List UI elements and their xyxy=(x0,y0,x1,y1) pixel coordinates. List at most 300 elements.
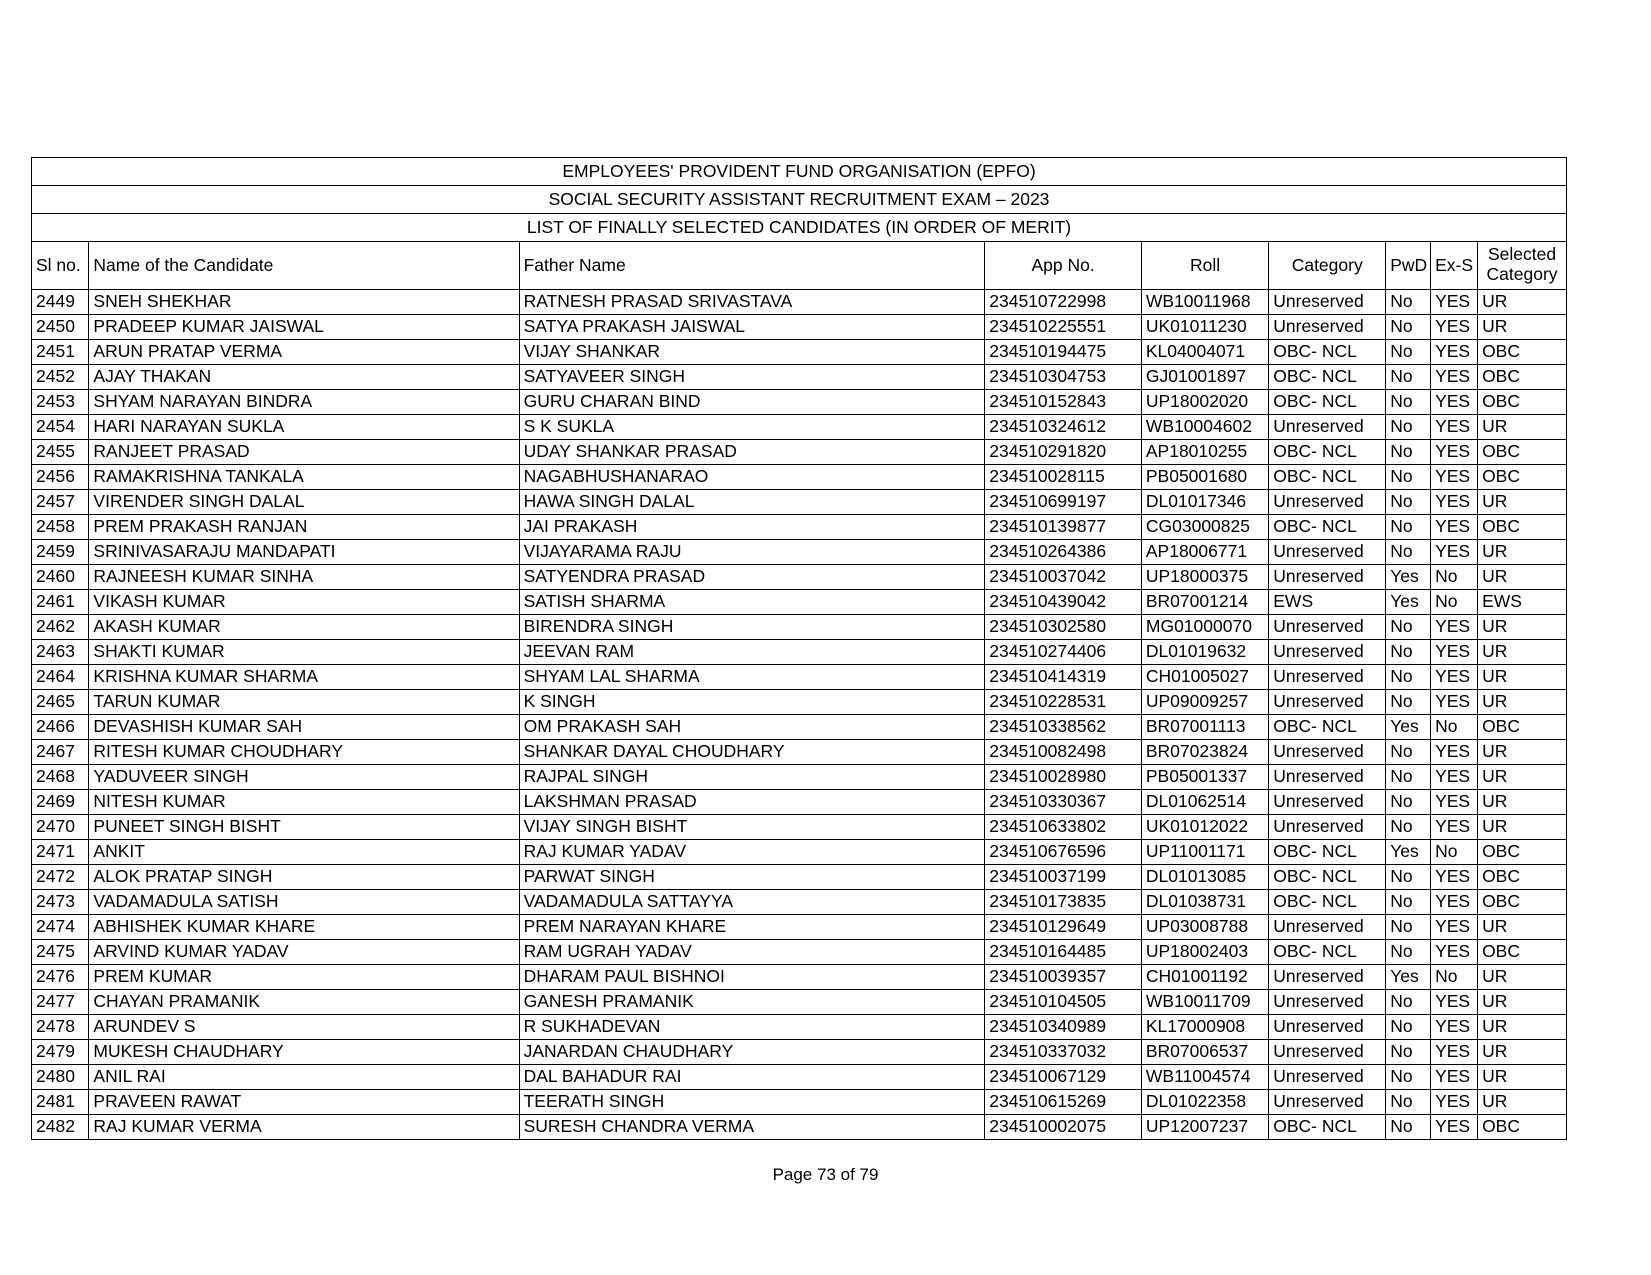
cell-selected-category: UR xyxy=(1478,690,1567,715)
cell-father: VADAMADULA SATTAYYA xyxy=(519,890,985,915)
cell-ex-s: YES xyxy=(1431,1065,1478,1090)
cell-category: OBC- NCL xyxy=(1269,865,1386,890)
cell-app-no: 234510330367 xyxy=(985,790,1142,815)
cell-sl: 2455 xyxy=(32,440,89,465)
cell-roll: BR07001214 xyxy=(1141,590,1268,615)
cell-app-no: 234510164485 xyxy=(985,940,1142,965)
table-row xyxy=(32,915,1567,940)
cell-selected-category: OBC xyxy=(1478,515,1567,540)
cell-ex-s: YES xyxy=(1431,540,1478,565)
cell-father: UDAY SHANKAR PRASAD xyxy=(519,440,985,465)
cell-pwd: No xyxy=(1386,765,1431,790)
cell-name: PRAVEEN RAWAT xyxy=(89,1090,519,1115)
cell-app-no: 234510037199 xyxy=(985,865,1142,890)
cell-name: ALOK PRATAP SINGH xyxy=(89,865,519,890)
cell-app-no: 234510129649 xyxy=(985,915,1142,940)
cell-sl: 2454 xyxy=(32,415,89,440)
cell-name: RANJEET PRASAD xyxy=(89,440,519,465)
cell-name: SHYAM NARAYAN BINDRA xyxy=(89,390,519,415)
cell-name: HARI NARAYAN SUKLA xyxy=(89,415,519,440)
cell-sl: 2463 xyxy=(32,640,89,665)
column-header-category: Category xyxy=(1269,242,1386,290)
cell-name: SNEH SHEKHAR xyxy=(89,290,519,315)
cell-pwd: No xyxy=(1386,915,1431,940)
cell-name: ARUN PRATAP VERMA xyxy=(89,340,519,365)
cell-app-no: 234510340989 xyxy=(985,1015,1142,1040)
cell-sl: 2471 xyxy=(32,840,89,865)
cell-app-no: 234510028115 xyxy=(985,465,1142,490)
cell-pwd: No xyxy=(1386,865,1431,890)
cell-name: VIKASH KUMAR xyxy=(89,590,519,615)
table-row xyxy=(32,465,1567,490)
cell-pwd: No xyxy=(1386,690,1431,715)
cell-category: Unreserved xyxy=(1269,965,1386,990)
cell-sl: 2476 xyxy=(32,965,89,990)
cell-roll: BR07023824 xyxy=(1141,740,1268,765)
cell-category: EWS xyxy=(1269,590,1386,615)
cell-pwd: No xyxy=(1386,1040,1431,1065)
cell-father: GANESH PRAMANIK xyxy=(519,990,985,1015)
cell-app-no: 234510633802 xyxy=(985,815,1142,840)
cell-category: OBC- NCL xyxy=(1269,715,1386,740)
cell-app-no: 234510291820 xyxy=(985,440,1142,465)
cell-father: K SINGH xyxy=(519,690,985,715)
cell-category: Unreserved xyxy=(1269,915,1386,940)
cell-name: MUKESH CHAUDHARY xyxy=(89,1040,519,1065)
cell-father: PREM NARAYAN KHARE xyxy=(519,915,985,940)
cell-selected-category: UR xyxy=(1478,290,1567,315)
table-row xyxy=(32,365,1567,390)
cell-ex-s: No xyxy=(1431,965,1478,990)
table-row xyxy=(32,840,1567,865)
page-footer: Page 73 of 79 xyxy=(772,1165,879,1184)
cell-ex-s: YES xyxy=(1431,890,1478,915)
cell-category: Unreserved xyxy=(1269,765,1386,790)
cell-category: Unreserved xyxy=(1269,315,1386,340)
table-row xyxy=(32,965,1567,990)
cell-selected-category: OBC xyxy=(1478,715,1567,740)
cell-ex-s: YES xyxy=(1431,690,1478,715)
cell-father: SATYENDRA PRASAD xyxy=(519,565,985,590)
cell-ex-s: YES xyxy=(1431,940,1478,965)
cell-app-no: 234510439042 xyxy=(985,590,1142,615)
cell-category: Unreserved xyxy=(1269,690,1386,715)
cell-category: Unreserved xyxy=(1269,540,1386,565)
cell-pwd: No xyxy=(1386,1115,1431,1140)
cell-ex-s: YES xyxy=(1431,1090,1478,1115)
cell-category: OBC- NCL xyxy=(1269,515,1386,540)
cell-pwd: No xyxy=(1386,1015,1431,1040)
cell-roll: WB10004602 xyxy=(1141,415,1268,440)
cell-category: Unreserved xyxy=(1269,640,1386,665)
cell-sl: 2472 xyxy=(32,865,89,890)
cell-sl: 2450 xyxy=(32,315,89,340)
table-row xyxy=(32,440,1567,465)
cell-pwd: No xyxy=(1386,815,1431,840)
cell-ex-s: YES xyxy=(1431,990,1478,1015)
cell-sl: 2482 xyxy=(32,1115,89,1140)
table-row xyxy=(32,290,1567,315)
table-row xyxy=(32,940,1567,965)
cell-ex-s: No xyxy=(1431,715,1478,740)
cell-roll: DL01062514 xyxy=(1141,790,1268,815)
cell-ex-s: No xyxy=(1431,565,1478,590)
cell-selected-category: UR xyxy=(1478,1040,1567,1065)
cell-name: PRADEEP KUMAR JAISWAL xyxy=(89,315,519,340)
cell-app-no: 234510194475 xyxy=(985,340,1142,365)
cell-roll: UP12007237 xyxy=(1141,1115,1268,1140)
cell-selected-category: UR xyxy=(1478,415,1567,440)
cell-sl: 2477 xyxy=(32,990,89,1015)
cell-ex-s: YES xyxy=(1431,415,1478,440)
cell-category: Unreserved xyxy=(1269,815,1386,840)
cell-selected-category: OBC xyxy=(1478,365,1567,390)
cell-pwd: No xyxy=(1386,515,1431,540)
cell-app-no: 234510615269 xyxy=(985,1090,1142,1115)
column-header-name: Name of the Candidate xyxy=(89,242,519,290)
cell-pwd: Yes xyxy=(1386,565,1431,590)
cell-ex-s: YES xyxy=(1431,340,1478,365)
cell-ex-s: YES xyxy=(1431,740,1478,765)
cell-ex-s: YES xyxy=(1431,640,1478,665)
cell-category: OBC- NCL xyxy=(1269,440,1386,465)
cell-sl: 2469 xyxy=(32,790,89,815)
cell-name: YADUVEER SINGH xyxy=(89,765,519,790)
selected-category-line1: Selected xyxy=(1487,244,1557,265)
cell-ex-s: YES xyxy=(1431,865,1478,890)
cell-pwd: No xyxy=(1386,615,1431,640)
cell-name: PUNEET SINGH BISHT xyxy=(89,815,519,840)
cell-category: OBC- NCL xyxy=(1269,840,1386,865)
cell-sl: 2465 xyxy=(32,690,89,715)
cell-category: Unreserved xyxy=(1269,790,1386,815)
table-row xyxy=(32,740,1567,765)
cell-name: PREM PRAKASH RANJAN xyxy=(89,515,519,540)
cell-father: GURU CHARAN BIND xyxy=(519,390,985,415)
table-row xyxy=(32,765,1567,790)
cell-category: Unreserved xyxy=(1269,990,1386,1015)
cell-roll: UP03008788 xyxy=(1141,915,1268,940)
cell-roll: KL04004071 xyxy=(1141,340,1268,365)
cell-selected-category: OBC xyxy=(1478,940,1567,965)
cell-pwd: No xyxy=(1386,790,1431,815)
cell-roll: KL17000908 xyxy=(1141,1015,1268,1040)
cell-roll: DL01038731 xyxy=(1141,890,1268,915)
cell-selected-category: OBC xyxy=(1478,340,1567,365)
cell-pwd: No xyxy=(1386,415,1431,440)
cell-sl: 2468 xyxy=(32,765,89,790)
cell-roll: WB11004574 xyxy=(1141,1065,1268,1090)
table-row xyxy=(32,790,1567,815)
cell-category: Unreserved xyxy=(1269,415,1386,440)
cell-selected-category: UR xyxy=(1478,990,1567,1015)
cell-father: JANARDAN CHAUDHARY xyxy=(519,1040,985,1065)
cell-pwd: No xyxy=(1386,1090,1431,1115)
cell-roll: BR07001113 xyxy=(1141,715,1268,740)
exam-title: SOCIAL SECURITY ASSISTANT RECRUITMENT EXAM – 2023 xyxy=(32,186,1567,214)
cell-ex-s: YES xyxy=(1431,765,1478,790)
cell-name: RAJNEESH KUMAR SINHA xyxy=(89,565,519,590)
column-header-pwd: PwD xyxy=(1386,242,1431,290)
cell-pwd: No xyxy=(1386,465,1431,490)
cell-category: OBC- NCL xyxy=(1269,390,1386,415)
cell-sl: 2475 xyxy=(32,940,89,965)
cell-sl: 2481 xyxy=(32,1090,89,1115)
cell-app-no: 234510699197 xyxy=(985,490,1142,515)
cell-app-no: 234510082498 xyxy=(985,740,1142,765)
cell-ex-s: YES xyxy=(1431,440,1478,465)
table-row xyxy=(32,640,1567,665)
cell-ex-s: YES xyxy=(1431,815,1478,840)
cell-sl: 2457 xyxy=(32,490,89,515)
cell-app-no: 234510173835 xyxy=(985,890,1142,915)
column-header-selected-category xyxy=(1478,242,1567,290)
cell-pwd: No xyxy=(1386,440,1431,465)
cell-roll: AP18006771 xyxy=(1141,540,1268,565)
cell-pwd: Yes xyxy=(1386,965,1431,990)
table-row xyxy=(32,1040,1567,1065)
cell-ex-s: YES xyxy=(1431,365,1478,390)
cell-sl: 2453 xyxy=(32,390,89,415)
cell-father: JEEVAN RAM xyxy=(519,640,985,665)
cell-category: OBC- NCL xyxy=(1269,1115,1386,1140)
cell-father: NAGABHUSHANARAO xyxy=(519,465,985,490)
cell-ex-s: YES xyxy=(1431,915,1478,940)
cell-roll: UP11001171 xyxy=(1141,840,1268,865)
selected-category-line2: Category xyxy=(1486,264,1558,284)
cell-selected-category: UR xyxy=(1478,1090,1567,1115)
cell-ex-s: YES xyxy=(1431,390,1478,415)
cell-pwd: No xyxy=(1386,740,1431,765)
cell-roll: CH01001192 xyxy=(1141,965,1268,990)
cell-category: OBC- NCL xyxy=(1269,465,1386,490)
cell-roll: BR07006537 xyxy=(1141,1040,1268,1065)
table-row xyxy=(32,340,1567,365)
cell-father: SATYA PRAKASH JAISWAL xyxy=(519,315,985,340)
cell-sl: 2470 xyxy=(32,815,89,840)
cell-name: AKASH KUMAR xyxy=(89,615,519,640)
cell-app-no: 234510104505 xyxy=(985,990,1142,1015)
cell-father: PARWAT SINGH xyxy=(519,865,985,890)
cell-sl: 2467 xyxy=(32,740,89,765)
cell-ex-s: No xyxy=(1431,840,1478,865)
cell-ex-s: YES xyxy=(1431,790,1478,815)
cell-category: Unreserved xyxy=(1269,290,1386,315)
cell-category: Unreserved xyxy=(1269,1090,1386,1115)
cell-ex-s: YES xyxy=(1431,1115,1478,1140)
cell-sl: 2456 xyxy=(32,465,89,490)
cell-selected-category: UR xyxy=(1478,615,1567,640)
cell-name: ARUNDEV S xyxy=(89,1015,519,1040)
cell-name: ANIL RAI xyxy=(89,1065,519,1090)
cell-category: OBC- NCL xyxy=(1269,940,1386,965)
cell-name: RAJ KUMAR VERMA xyxy=(89,1115,519,1140)
cell-roll: DL01022358 xyxy=(1141,1090,1268,1115)
cell-father: BIRENDRA SINGH xyxy=(519,615,985,640)
cell-name: CHAYAN PRAMANIK xyxy=(89,990,519,1015)
cell-category: Unreserved xyxy=(1269,565,1386,590)
cell-app-no: 234510414319 xyxy=(985,665,1142,690)
cell-father: VIJAY SINGH BISHT xyxy=(519,815,985,840)
cell-roll: UK01012022 xyxy=(1141,815,1268,840)
cell-ex-s: YES xyxy=(1431,490,1478,515)
cell-ex-s: YES xyxy=(1431,290,1478,315)
cell-roll: DL01013085 xyxy=(1141,865,1268,890)
cell-app-no: 234510225551 xyxy=(985,315,1142,340)
table-body xyxy=(32,290,1567,1140)
cell-father: RAM UGRAH YADAV xyxy=(519,940,985,965)
cell-sl: 2458 xyxy=(32,515,89,540)
table-row xyxy=(32,565,1567,590)
cell-father: OM PRAKASH SAH xyxy=(519,715,985,740)
cell-sl: 2451 xyxy=(32,340,89,365)
cell-selected-category: UR xyxy=(1478,790,1567,815)
cell-father: VIJAY SHANKAR xyxy=(519,340,985,365)
list-title: LIST OF FINALLY SELECTED CANDIDATES (IN ORDER OF MERIT) xyxy=(32,214,1567,242)
column-header-roll: Roll xyxy=(1141,242,1268,290)
cell-name: RAMAKRISHNA TANKALA xyxy=(89,465,519,490)
cell-sl: 2459 xyxy=(32,540,89,565)
cell-pwd: Yes xyxy=(1386,715,1431,740)
cell-roll: PB05001680 xyxy=(1141,465,1268,490)
cell-app-no: 234510722998 xyxy=(985,290,1142,315)
cell-app-no: 234510324612 xyxy=(985,415,1142,440)
cell-name: ABHISHEK KUMAR KHARE xyxy=(89,915,519,940)
cell-ex-s: YES xyxy=(1431,665,1478,690)
cell-app-no: 234510028980 xyxy=(985,765,1142,790)
cell-father: SHYAM LAL SHARMA xyxy=(519,665,985,690)
cell-ex-s: YES xyxy=(1431,515,1478,540)
cell-ex-s: No xyxy=(1431,590,1478,615)
org-title: EMPLOYEES' PROVIDENT FUND ORGANISATION (EPFO) xyxy=(32,158,1567,186)
cell-pwd: No xyxy=(1386,1065,1431,1090)
cell-father: DHARAM PAUL BISHNOI xyxy=(519,965,985,990)
table-row xyxy=(32,690,1567,715)
cell-pwd: No xyxy=(1386,890,1431,915)
table-row xyxy=(32,1015,1567,1040)
cell-category: OBC- NCL xyxy=(1269,365,1386,390)
list-title-row xyxy=(32,214,1567,242)
cell-selected-category: UR xyxy=(1478,640,1567,665)
cell-app-no: 234510139877 xyxy=(985,515,1142,540)
table-header-row xyxy=(32,242,1567,290)
cell-sl: 2464 xyxy=(32,665,89,690)
cell-app-no: 234510676596 xyxy=(985,840,1142,865)
cell-father: S K SUKLA xyxy=(519,415,985,440)
cell-name: NITESH KUMAR xyxy=(89,790,519,815)
cell-father: RAJ KUMAR YADAV xyxy=(519,840,985,865)
cell-selected-category: UR xyxy=(1478,490,1567,515)
cell-ex-s: YES xyxy=(1431,1015,1478,1040)
cell-sl: 2479 xyxy=(32,1040,89,1065)
cell-sl: 2466 xyxy=(32,715,89,740)
table-row xyxy=(32,1090,1567,1115)
cell-pwd: No xyxy=(1386,340,1431,365)
cell-selected-category: OBC xyxy=(1478,865,1567,890)
cell-pwd: No xyxy=(1386,290,1431,315)
cell-father: SATYAVEER SINGH xyxy=(519,365,985,390)
table-row xyxy=(32,890,1567,915)
cell-selected-category: OBC xyxy=(1478,440,1567,465)
cell-selected-category: OBC xyxy=(1478,390,1567,415)
cell-selected-category: UR xyxy=(1478,565,1567,590)
cell-app-no: 234510039357 xyxy=(985,965,1142,990)
cell-sl: 2460 xyxy=(32,565,89,590)
cell-roll: UP18002020 xyxy=(1141,390,1268,415)
cell-pwd: No xyxy=(1386,940,1431,965)
table-row xyxy=(32,665,1567,690)
cell-category: Unreserved xyxy=(1269,1040,1386,1065)
cell-sl: 2480 xyxy=(32,1065,89,1090)
exam-title-row xyxy=(32,186,1567,214)
cell-ex-s: YES xyxy=(1431,315,1478,340)
cell-roll: WB10011709 xyxy=(1141,990,1268,1015)
cell-name: RITESH KUMAR CHOUDHARY xyxy=(89,740,519,765)
cell-father: R SUKHADEVAN xyxy=(519,1015,985,1040)
cell-father: RAJPAL SINGH xyxy=(519,765,985,790)
cell-sl: 2473 xyxy=(32,890,89,915)
cell-selected-category: OBC xyxy=(1478,465,1567,490)
cell-sl: 2474 xyxy=(32,915,89,940)
cell-pwd: No xyxy=(1386,490,1431,515)
table-row xyxy=(32,315,1567,340)
cell-name: SRINIVASARAJU MANDAPATI xyxy=(89,540,519,565)
cell-app-no: 234510228531 xyxy=(985,690,1142,715)
cell-pwd: No xyxy=(1386,365,1431,390)
column-header-father: Father Name xyxy=(519,242,985,290)
cell-father: SHANKAR DAYAL CHOUDHARY xyxy=(519,740,985,765)
cell-ex-s: YES xyxy=(1431,1040,1478,1065)
cell-father: TEERATH SINGH xyxy=(519,1090,985,1115)
cell-name: SHAKTI KUMAR xyxy=(89,640,519,665)
cell-father: VIJAYARAMA RAJU xyxy=(519,540,985,565)
table-row xyxy=(32,815,1567,840)
cell-roll: WB10011968 xyxy=(1141,290,1268,315)
cell-roll: GJ01001897 xyxy=(1141,365,1268,390)
cell-app-no: 234510304753 xyxy=(985,365,1142,390)
cell-roll: CH01005027 xyxy=(1141,665,1268,690)
cell-category: Unreserved xyxy=(1269,490,1386,515)
cell-pwd: No xyxy=(1386,390,1431,415)
cell-pwd: Yes xyxy=(1386,590,1431,615)
cell-selected-category: UR xyxy=(1478,915,1567,940)
cell-category: Unreserved xyxy=(1269,615,1386,640)
cell-selected-category: UR xyxy=(1478,765,1567,790)
cell-name: KRISHNA KUMAR SHARMA xyxy=(89,665,519,690)
cell-father: RATNESH PRASAD SRIVASTAVA xyxy=(519,290,985,315)
column-header-sl: Sl no. xyxy=(32,242,89,290)
cell-roll: DL01019632 xyxy=(1141,640,1268,665)
cell-app-no: 234510037042 xyxy=(985,565,1142,590)
cell-app-no: 234510274406 xyxy=(985,640,1142,665)
cell-roll: AP18010255 xyxy=(1141,440,1268,465)
cell-app-no: 234510264386 xyxy=(985,540,1142,565)
cell-pwd: No xyxy=(1386,315,1431,340)
cell-roll: MG01000070 xyxy=(1141,615,1268,640)
table-row xyxy=(32,540,1567,565)
org-title-row xyxy=(32,158,1567,186)
cell-selected-category: UR xyxy=(1478,1065,1567,1090)
table-row xyxy=(32,990,1567,1015)
cell-pwd: Yes xyxy=(1386,840,1431,865)
cell-sl: 2449 xyxy=(32,290,89,315)
cell-pwd: No xyxy=(1386,540,1431,565)
table-row xyxy=(32,590,1567,615)
table-row xyxy=(32,490,1567,515)
cell-selected-category: UR xyxy=(1478,665,1567,690)
cell-selected-category: UR xyxy=(1478,540,1567,565)
cell-name: PREM KUMAR xyxy=(89,965,519,990)
